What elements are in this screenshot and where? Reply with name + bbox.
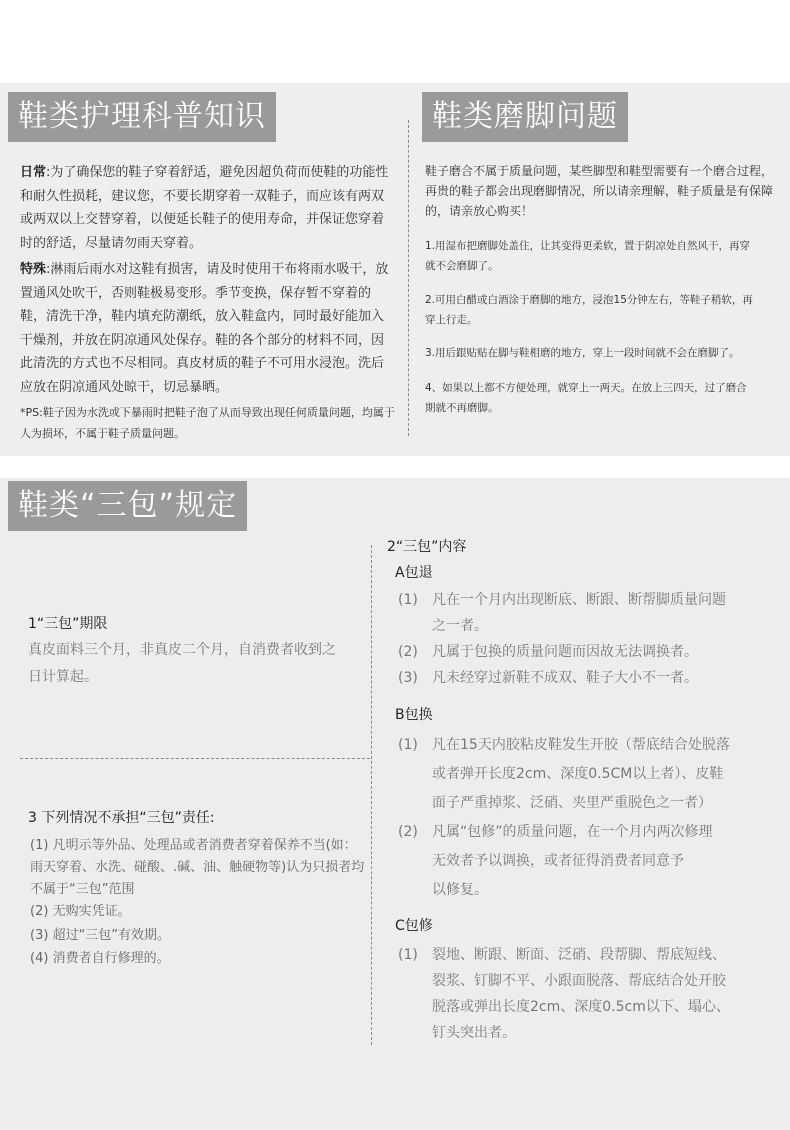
foot-intro: 鞋子磨合不属于质量问题，某些脚型和鞋型需要有一个磨合过程，再贵的鞋子都会出现磨脚情况，所以请亲理解，鞋子质量是有保障的，请亲放心购买！: [425, 164, 774, 218]
top-divider: [408, 120, 409, 436]
b-item-continuation: 以修复。: [432, 882, 488, 898]
warranty-title: 鞋类“三包”规定: [8, 481, 247, 531]
a-item: [398, 665, 778, 691]
exclusion-number: (3): [30, 928, 49, 943]
special-paragraph: [20, 258, 394, 399]
a-list: [398, 587, 778, 691]
ps-note: *PS:鞋子因为水洗或下暴雨时把鞋子泡了从而导致出现任何质量问题，均属于人为损坏，不属于鞋子质量问题。: [20, 406, 395, 440]
b-item-line: 凡在15天内胶粘皮鞋发生开胶（帮底结合处脱落: [432, 737, 730, 753]
a-item: [398, 587, 778, 613]
b-item-continuation: 无效者予以调换，或者征得消费者同意予: [432, 853, 684, 869]
a-item-line: 凡属于包换的质量问题而因故无法调换者。: [432, 644, 698, 660]
foot-tip-4: 4、如果以上都不方便处理，就穿上一两天。在放上三四天，过了磨合期就不再磨脚。: [425, 382, 747, 414]
warranty-divider-horizontal: [20, 758, 370, 759]
b-heading: B包换: [395, 707, 433, 723]
foot-tip-1: 1.用湿布把磨脚处盖住，让其变得更柔软，置于阴凉处自然风干，再穿就不会磨脚了。: [425, 240, 751, 272]
foot-tip-3: 3.用后跟贴贴在脚与鞋相磨的地方，穿上一段时间就不会在磨脚了。: [425, 347, 740, 359]
a-item: [398, 639, 778, 665]
b-item-number: (2): [398, 824, 418, 840]
b-item: [398, 818, 783, 847]
c-item: [398, 942, 783, 968]
exclusion-text: 消费者自行修理的。: [52, 951, 170, 966]
exclusion-text: 超过“三包”有效期。: [52, 928, 171, 943]
c-item-continuation: 裂浆、钉脚不平、小跟面脱落、帮底结合处开胶: [432, 973, 726, 989]
exclusion-text: 凡明示等外品、处理品或者消费者穿着保养不当(如：雨天穿着、水洗、碰酸、.碱、油、触硬物等)认为只损者均不属于“三包”范围: [30, 838, 365, 897]
c-item-number: (1): [398, 947, 418, 963]
exclusion-heading: 3 下列情况不承担“三包”责任:: [28, 810, 215, 826]
exclusion-number: (2): [30, 904, 49, 919]
content-heading: 2“三包”内容: [387, 539, 467, 555]
exclusion-item: [30, 948, 366, 970]
foot-title: 鞋类磨脚问题: [422, 92, 628, 142]
a-item-number: (1): [398, 592, 418, 608]
foot-tip-2: 2.可用白醋或白酒涂于磨脚的地方，浸泡15分钟左右，等鞋子稍软，再穿上行走。: [425, 294, 753, 326]
care-title: 鞋类护理科普知识: [8, 92, 276, 142]
special-label: 特殊: [20, 262, 47, 277]
b-item: [398, 731, 783, 760]
daily-label: 日常: [20, 165, 47, 180]
a-item-continuation: 之一者。: [432, 618, 488, 634]
warranty-divider-vertical: [371, 545, 372, 1045]
exclusion-number: (4): [30, 951, 49, 966]
b-item-line: 凡属“包修”的质量问题，在一个月内两次修理: [432, 824, 713, 840]
c-item-continuation: 钉头突出者。: [432, 1025, 516, 1041]
a-item-number: (2): [398, 644, 418, 660]
daily-paragraph: [20, 161, 394, 255]
c-item-line: 裂地、断跟、断面、泛硝、段帮脚、帮底短线、: [432, 947, 726, 963]
b-item-number: (1): [398, 737, 418, 753]
exclusion-item: [30, 901, 366, 923]
exclusion-item: [30, 925, 366, 947]
a-heading: A包退: [395, 565, 433, 581]
b-item-continuation: 或者弹开长度2cm、深度0.5CM以上者）、皮鞋: [432, 766, 724, 782]
exclusion-text: 无购实凭证。: [52, 904, 131, 919]
a-item-line: 凡未经穿过新鞋不成双、鞋子大小不一者。: [432, 670, 698, 686]
daily-text: :为了确保您的鞋子穿着舒适，避免因超负荷而使鞋的功能性和耐久性损耗，建议您，不要长期穿着一双鞋子，而应该有两双或两双以上交替穿着，以便延长鞋子的使用寿命，并保证您穿着时的舒适，尽量请勿雨天穿着。: [20, 165, 389, 251]
period-heading: 1“三包”期限: [28, 616, 108, 632]
a-item-line: 凡在一个月内出现断底、断跟、断帮脚质量问题: [432, 592, 726, 608]
special-text: :淋雨后雨水对这鞋有损害，请及时使用干布将雨水吸干，放置通风处吹干，否则鞋极易变形。季节变换，保存暂不穿着的鞋，清洗干净，鞋内填充防潮纸，放入鞋盒内，同时最好能加入干燥剂，并放在阴凉通风处保存。鞋的各个部分的材料不同，因此清洗的方式也不尽相同。真皮材质的鞋子不可用水浸泡。洗后应放在阴凉通风处晾干，切忌暴晒。: [20, 262, 389, 395]
exclusion-item: [30, 835, 366, 901]
b-item-continuation: 面子严重掉浆、泛硝、夹里严重脱色之一者）: [432, 795, 712, 811]
a-item-number: (3): [398, 670, 418, 686]
c-list: [398, 942, 783, 1046]
exclusion-number: (1): [30, 838, 49, 853]
period-text: 真皮面料三个月，非真皮二个月，自消费者收到之日计算起。: [28, 642, 336, 685]
c-item-continuation: 脱落或弹出长度2cm、深度0.5cm以下、塌心、: [432, 999, 730, 1015]
c-heading: C包修: [395, 918, 433, 934]
b-list: [398, 731, 783, 905]
